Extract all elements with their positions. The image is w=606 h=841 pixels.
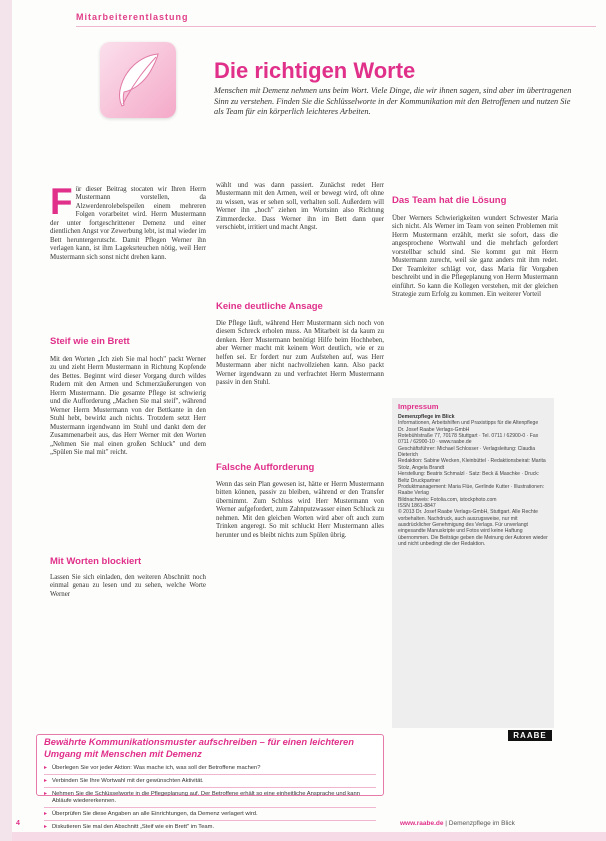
list-item: ▸ Überprüfen Sie diese Angaben an alle Einrichtungen, da Demenz verlagert wird. (44, 811, 376, 821)
impressum-copyright: © 2013 Dr. Josef Raabe Verlags-GmbH, Stuttgart. Alle Rechte vorbehalten. Nachdruck, auch auszugsweise, nur mit ausdrücklicher Genehmigung des Verlags. Für unverlangt eingesandte Manuskripte und Fotos wird keine Haftung übernommen. Die Beiträge geben die Meinung der Autoren wieder und nicht unbedingt die der Redaktion. (398, 509, 548, 547)
feather-icon (110, 50, 166, 110)
impressum-box (392, 398, 554, 728)
impressum-publisher: Dr. Josef Raabe Verlags-GmbH (398, 426, 470, 433)
paragraph: Wenn das sein Plan gewesen ist, hätte er Herrn Mustermann bitten können, passiv zu bleiben, während er den Transfer übernimmt. Zum Schluss wird Herr Mustermann von Werner aufgefordert, zum Zahnputzwasser einen Schluck zu nehmen. Mit den gleichen Worten wird aber oft auch zum Trinken angeregt. So mit schluckt Herr Mustermann alles herunter und es bleibt nichts zum Spülen übrig. (216, 481, 384, 539)
subheading-team: Das Team hat die Lösung (392, 195, 507, 206)
subheading-keine-ansage: Keine deutliche Ansage (216, 301, 323, 312)
article-column-1 (50, 181, 206, 262)
footer-separator: | (443, 820, 449, 827)
footer-magazine: Demenzpflege im Blick (448, 820, 515, 827)
header-divider (76, 26, 596, 27)
impressum-text: Herstellung: Beatrix Schmalzl · Satz: Beck & Maschke · Druck: Beltz Druckpartner (398, 471, 540, 484)
feather-icon-box (100, 42, 176, 118)
section-label: Mitarbeiterentlastung (76, 12, 189, 22)
subheading-mit-worten: Mit Worten blockiert (50, 556, 142, 567)
impressum-address: Rotebühlstraße 77, 70178 Stuttgart · Tel. 0711 / 62900-0 · Fax 0711 / 62900-10 · www.raabe.de (398, 433, 539, 446)
paragraph: wählt und was dann passiert. Zunächst redet Herr Mustermann mit den Armen, weil er bewegt wird, oft ohne zu wissen, was er sehen soll, verhalten soll. Außerdem will Werner ihn „hoch" ziehen im Wortsinn also Richtung Zimmerdecke. Dass Werner ihn im Bett dann quer verschiebt, irritiert und macht Angst. (216, 182, 384, 232)
impressum-issn: ISSN 1861-8847 (398, 502, 436, 509)
tip-box-title: Bewährte Kommunikationsmuster aufschreiben – für einen leichteren Umgang mit Menschen mit Demenz (44, 736, 354, 759)
page-number: 4 (16, 820, 20, 827)
footer-url[interactable]: www.raabe.de (400, 820, 444, 827)
tip-list (44, 765, 376, 837)
paragraph: Die Pflege läuft, während Herr Mustermann sich noch von diesem Schreck erholen muss. An Mitarbeit ist da kaum zu denken. Herr Mustermann benötigt Hilfe beim Hochheben, aber Werner macht mit keinem Wort deutlich, wie er zu helfen sei. Er fordert nur zum Aufstehen auf, was Herr Mustermann aber nicht nachvollziehen kann. Also packt Werner irgendwann zu und verfrachtet Herrn Mustermann passiv in den Stuhl. (216, 320, 384, 387)
list-item: ▸ Nehmen Sie die Schlüsselworte in die Pflegeplanung auf. Der Betroffene erhält so eine einheitliche Ansprache und kann Abläufe wiedererkennen. (44, 791, 376, 808)
list-item: ▸ Diskutieren Sie mal den Abschnitt „Steif wie ein Brett" im Team. (44, 824, 376, 834)
footer-band (12, 832, 606, 841)
impressum-text: Geschäftsführer: Michael Schlosser · Verlagsleitung: Claudia Dieterich (398, 445, 536, 459)
impressum-text: Bildnachweis: Fotolia.com, istockphoto.com (398, 496, 497, 503)
paragraph: Über Werners Schwierigkeiten wundert Schwester Maria sich nicht. Als Werner im Team von seinen Problemen mit Herrn Mustermann erzählt, merkt sie sofort, dass die angesprochene Wortwahl und die mehrfach gefordert vorstellbar schuld sind. Sie kommt gut mit Herrn Mustermann zurecht, weil sie ganz anders mit ihm redet. Der Teamleiter schlägt vor, dass Maria für Vorgaben beschreibt und in die Pflegeplanung von Herrn Mustermann einführt. So kann die Kollegen verstehen, mit der gleichen Strategie zum Erfolg zu kommen. Ein weiterer Vorteil (392, 215, 558, 299)
impressum-text: Redaktion: Sabine Wecken, Kleinbüttel · Redaktionsbeirat: Marita Stolz, Angela Brandt (398, 458, 546, 471)
impressum-text: Informationen, Arbeitshilfen und Praxistipps für die Altenpflege (398, 420, 539, 427)
impressum-title: Impressum (398, 402, 439, 411)
impressum-magazine: Demenzpflege im Blick (398, 414, 455, 420)
page-title: Die richtigen Worte (214, 58, 416, 83)
lead-paragraph: Menschen mit Demenz nehmen uns beim Wort. Viele Dinge, die wir ihnen sagen, sind aber im übertragenen Sinn zu verstehen. Finden Sie die Schlüsselworte in der Kommunikation mit den Betroffenen und nutzen Sie als Team für ein körperlich leichteres Arbeiten. (214, 86, 572, 117)
paragraph: Lassen Sie sich einladen, den weiteren Abschnitt noch einmal genau zu lesen und zu sehen, welche Worte Werner (50, 574, 206, 598)
left-margin-strip (0, 0, 12, 841)
subheading-falsche-aufforderung: Falsche Aufforderung (216, 462, 315, 473)
paragraph: ür dieser Beitrag stocaten wir Ihren Herrn Mustermann vorstellen, da Alzwerdenrolebelspeilen einem mehreren Folgen vorarbeitet wird. Herrn Mustermann der unter fortgeschrittener Demenz und einer dientlichen Angst vor Zewerbung lebt, ist mal wieder im Bett heruntergerutscht. Damit Pflegen Werner ihn verlagen kann, ist ihm Lageksrteuchen nötig, weil Herr Mustermann sich sonst nicht drehen kann. (50, 186, 206, 261)
paragraph: Mit den Worten „Ich zieh Sie mal hoch" packt Werner zu und zieht Herrn Mustermann in Richtung Kopfende des Bettes. Beginnt wird dieser Vorgang durch wildes Rudern mit den Armen und Schmerzäußerungen von Herrn Mustermann. Die gesamte Pflege ist schwierig und die Aufforderung „Machen Sie mal steif", während Werner Herrn Mustermann von der Bettkante in den Stuhl hebt, bewirkt auch nichts. Trotzdem setzt Herr Mustermann irgendwann im Stuhl und dankt dem der Zusammenarbeit aus, das Herr Werner mit den Worten „Nehmen Sie mal einen großen Schluck" und dem „Spülen Sie mal mit" reicht. (50, 356, 206, 456)
subheading-steif: Steif wie ein Brett (50, 336, 130, 347)
list-item: ▸ Verbinden Sie Ihre Wortwahl mit der gewünschten Aktivität. (44, 778, 376, 788)
drop-cap: F (50, 181, 73, 222)
publisher-logo: RAABE (508, 730, 552, 741)
footer-info (400, 820, 515, 827)
list-item: ▸ Überlegen Sie vor jeder Aktion: Was mache ich, was soll der Betroffene machen? (44, 765, 376, 775)
impressum-text: Produktmanagement: Maria Flüe, Gerlinde Kutter · Illustrationen: Raabe Verlag (398, 483, 545, 497)
